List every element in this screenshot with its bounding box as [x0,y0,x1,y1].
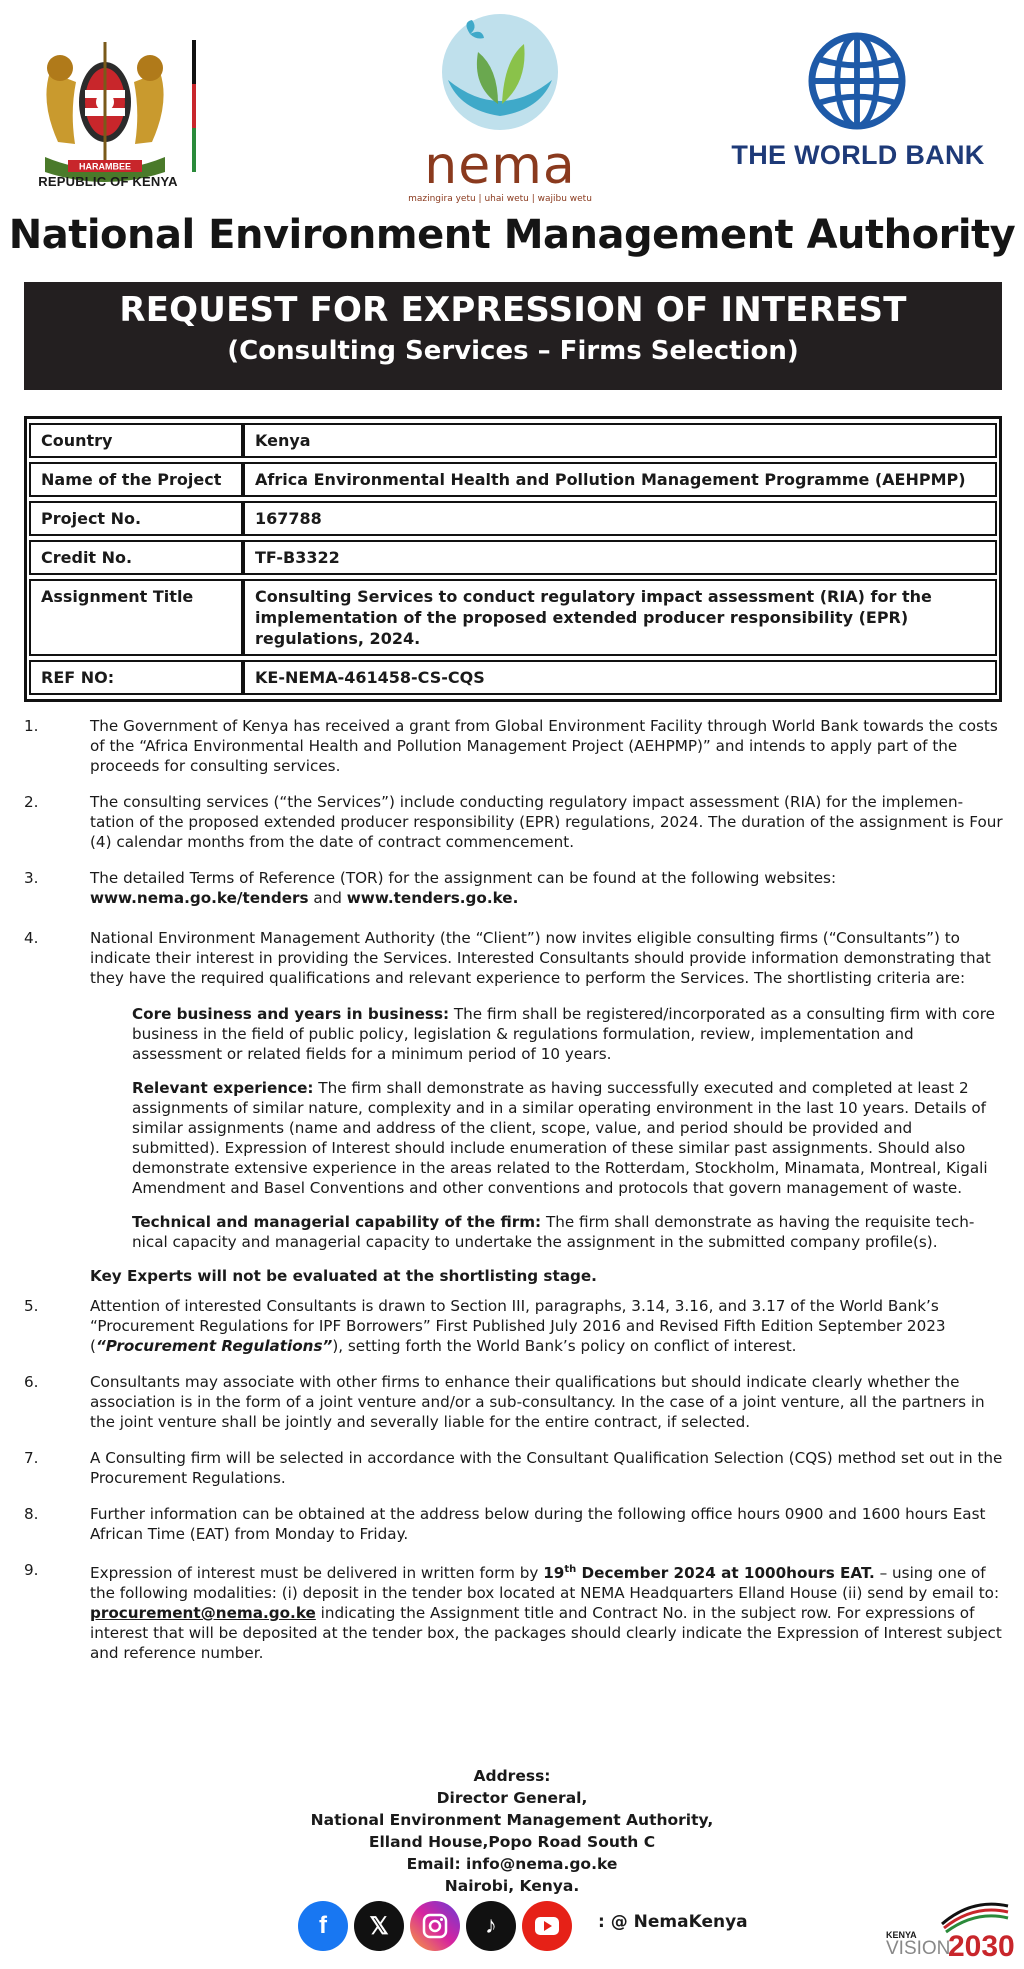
paragraph-text: A Consulting firm will be selected in accordance with the Consultant Qualification Selection (CQS) method set out in the Procurement Regulations. [90,1449,1003,1487]
tenders-gov-link[interactable]: www.tenders.go.ke. [346,889,519,907]
paragraph-number: 9. [24,1561,39,1579]
vision-kenya-label: KENYA [886,1930,917,1940]
youtube-icon[interactable] [522,1901,572,1951]
criterion-text: The firm shall demonstrate as having successfully executed and completed at least 2 assignments of similar nature, complexity and in a similar operating environment in the last 10 years. Details of similar assignments (name and address of the client, scope, value, and period should be provided and submitted). Expression of Interest should include enumeration of these similar past assignments. Should also demonstrate extensive experience in the areas related to the Rotterdam, Stockholm, Minamata, Montreal, Kigali Amendment and Basel Conventions and other conventions and protocols that govern management of waste. [132,1079,988,1197]
criterion-capability [132,1212,1004,1252]
banner-subtitle: (Consulting Services – Firms Selection) [227,336,799,366]
world-bank-globe-icon [808,32,906,130]
title-banner [24,282,1002,390]
criterion-relevant-experience [132,1078,1004,1198]
paragraph-text: The Government of Kenya has received a grant from Global Environment Facility through World Bank towards the costs of the “Africa Environmental Health and Pollution Management Project (AEHPMP)” and intends to apply part of the proceeds for consulting services. [90,717,998,775]
paragraph-text [90,1560,1004,1663]
text-run: – using one of the following modalities: (i) deposit in the tender box located at NEMA Headquarters Elland House (ii) send by email to: [90,1564,1000,1603]
text-run: indicating the Assignment title and Contract No. in the subject row. For expressions of interest that will be deposited at the tender box, the packages should clearly indicate the Expression of Interest subject and reference number. [90,1604,1002,1663]
table-row [29,423,997,458]
table-key: Credit No. [29,540,243,575]
coat-motto: HARAMBEE [78,161,132,172]
table-value: Kenya [243,423,997,458]
organization-title: National Environment Management Authority [8,212,1016,258]
project-info-table [24,416,1002,702]
paragraph-6 [24,1372,1004,1432]
vision-word: VISION [886,1938,951,1959]
criterion-heading: Relevant experience: [132,1079,314,1097]
paragraph-text: Consultants may associate with other firms to enhance their qualifications but should indicate clearly whether the association is in the form of a joint venture and/or a sub-consultancy. In the case of a joint venture, all the partners in the joint venture shall be jointly and severally liable for the entire contract, if selected. [90,1373,985,1431]
table-value: KE-NEMA-461458-CS-CQS [243,660,997,695]
paragraph-number: 3. [24,869,39,887]
text-run: Attention of interested Consultants is drawn to Section III, paragraphs, 3.14, 3.16, and 3.17 of the World Bank’s “Procurement Regulations for IPF Borrowers” First Published July 2016 and Revised Fifth Edition September 2023 ( [90,1297,946,1355]
table-key: REF NO: [29,660,243,695]
republic-of-kenya-caption: REPUBLIC OF KENYA [38,174,178,189]
social-icons [298,1901,572,1951]
paragraph-1 [24,716,1004,776]
criterion-core-business [132,1004,1004,1064]
address-line: Nairobi, Kenya. [444,1877,580,1895]
paragraph-text: Further information can be obtained at the address below during the following office hours 0900 and 1600 hours East African Time (EAT) from Monday to Friday. [90,1505,986,1543]
criterion-heading: Technical and managerial capability of the firm: [132,1213,542,1231]
paragraph-number: 5. [24,1297,39,1315]
table-row [29,462,997,497]
paragraph-text: The consulting services (“the Services”) include conducting regulatory impact assessment (RIA) for the implemen-tation of the proposed extended producer responsibility (EPR) regulations, 2024. The duration of the assignment is Four (4) calendar months from the date of contract commencement. [90,793,1003,851]
key-experts-note: Key Experts will not be evaluated at the shortlisting stage. [90,1267,597,1285]
table-row [29,501,997,536]
nema-wordmark: nema [424,136,576,196]
address-heading: Address: [473,1767,551,1785]
table-key: Name of the Project [29,462,243,497]
world-bank-wordmark: THE WORLD BANK [731,140,985,170]
table-key: Project No. [29,501,243,536]
banner-title: REQUEST FOR EXPRESSION OF INTEREST [119,290,907,330]
criterion-text: The firm shall demonstrate as having the requisite tech-nical capacity and managerial capacity to undertake the assignment in the submitted company profile(s). [132,1213,975,1251]
table-row [29,660,997,695]
address-email[interactable]: Email: info@nema.go.ke [406,1855,618,1873]
kenya-flag-bar [192,40,196,172]
procurement-email-link[interactable]: procurement@nema.go.ke [90,1604,316,1623]
address-block [0,1765,1024,1897]
paragraph-number: 7. [24,1449,39,1467]
nema-tagline: mazingira yetu | uhai wetu | wajibu wetu [408,194,592,204]
text-run: and [308,889,347,907]
paragraph-4 [24,928,1004,988]
paragraph-text [90,868,1004,908]
text-run: Expression of interest must be delivered in written form by [90,1564,544,1583]
paragraph-text: National Environment Management Authority (the “Client”) now invites eligible consulting firms (“Consultants”) to indicate their interest in providing the Services. Interested Consultants should provide information demonstrating that they have the required qualifications and relevant experience to perform the Services. The shortlisting criteria are: [90,929,991,987]
paragraph-number: 8. [24,1505,39,1523]
table-row [29,579,997,656]
social-handle: : @ NemaKenya [598,1912,748,1932]
tiktok-icon[interactable]: ♪ [466,1901,516,1951]
x-icon[interactable]: 𝕏 [354,1901,404,1951]
address-line: National Environment Management Authority, [310,1811,714,1829]
instagram-icon[interactable] [410,1901,460,1951]
paragraph-7 [24,1448,1004,1488]
table-value: Africa Environmental Health and Pollution Management Programme (AEHPMP) [243,462,997,497]
tenders-link[interactable]: www.nema.go.ke/tenders [90,889,309,907]
criterion-heading: Core business and years in business: [132,1005,450,1023]
advert-body [24,716,1004,1679]
vision-year: 2030 [948,1930,1015,1963]
paragraph-number: 6. [24,1373,39,1391]
table-value: TF-B3322 [243,540,997,575]
paragraph-number: 1. [24,717,39,735]
address-line: Elland House,Popo Road South C [368,1833,656,1851]
text-run: ), setting forth the World Bank’s policy on conflict of interest. [332,1337,797,1355]
emphasis-text: “Procurement Regulations” [95,1337,333,1355]
paragraph-number: 2. [24,793,39,811]
paragraph-number: 4. [24,929,39,947]
table-key: Assignment Title [29,579,243,656]
deadline-date: 19th December 2024 at 1000hours EAT. [543,1564,875,1583]
address-line: Director General, [436,1789,588,1807]
facebook-icon[interactable]: f [298,1901,348,1951]
paragraph-3 [24,868,1004,908]
paragraph-text [90,1296,1004,1356]
paragraph-9 [24,1560,1004,1663]
criterion-text: The firm shall be registered/incorporated as a consulting firm with core business in the field of public policy, legislation & regulations formulation, review, implementation and assessment or related fields for a minimum period of 10 years. [132,1005,995,1063]
table-value: Consulting Services to conduct regulatory impact assessment (RIA) for the implementation of the proposed extended producer responsibility (EPR) regulations, 2024. [243,579,997,656]
kenya-coat-of-arms-icon [30,32,180,192]
table-key: Country [29,423,243,458]
text-run: The detailed Terms of Reference (TOR) for the assignment can be found at the following websites: [90,869,837,887]
paragraph-8 [24,1504,1004,1544]
paragraph-2 [24,792,1004,852]
table-row [29,540,997,575]
paragraph-5 [24,1296,1004,1356]
table-value: 167788 [243,501,997,536]
